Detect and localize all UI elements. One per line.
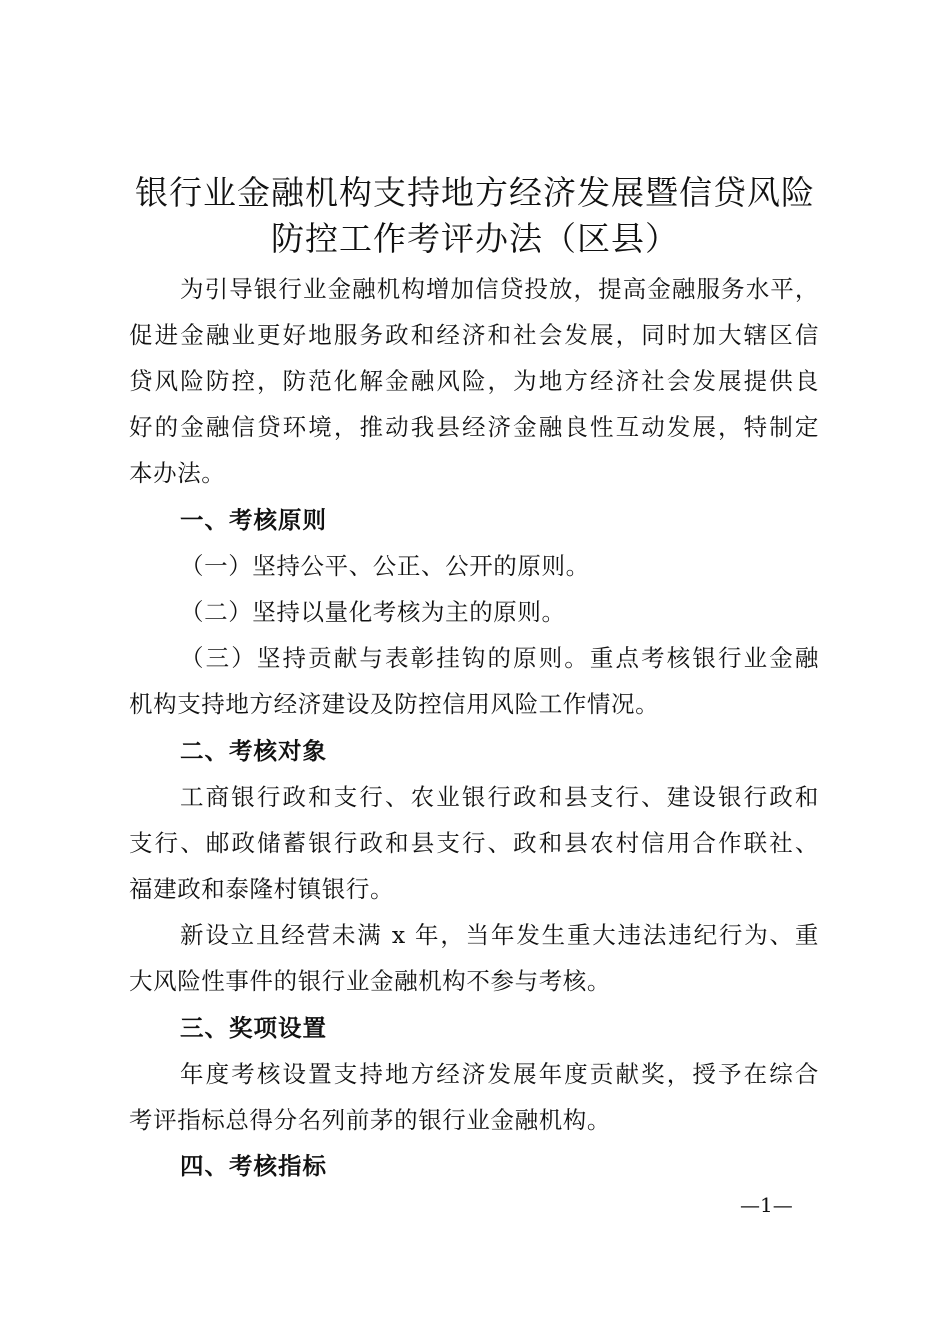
section-2-heading: 二、考核对象: [180, 737, 327, 765]
section-2-para-2-line-2: 大风险性事件的银行业金融机构不参与考核。: [129, 967, 611, 995]
intro-line-2: 促进金融业更好地服务政和经济和社会发展，同时加大辖区信: [129, 321, 819, 349]
section-2-para-1-line-2: 支行、邮政储蓄银行政和县支行、政和县农村信用合作联社、: [129, 829, 819, 857]
section-2-para-1-line-3: 福建政和泰隆村镇银行。: [129, 875, 395, 903]
intro-line-5: 本办法。: [129, 459, 226, 487]
intro-line-4: 好的金融信贷环境，推动我县经济金融良性互动发展，特制定: [129, 413, 819, 441]
section-4-heading: 四、考核指标: [180, 1152, 327, 1180]
page-number: —1—: [740, 1193, 793, 1217]
intro-line-3: 贷风险防控，防范化解金融风险，为地方经济社会发展提供良: [129, 367, 819, 395]
section-3-para-line-1: 年度考核设置支持地方经济发展年度贡献奖，授予在综合: [180, 1060, 819, 1088]
document-title-line-2: 防控工作考评办法（区县）: [271, 219, 679, 258]
section-3-para-line-2: 考评指标总得分名列前茅的银行业金融机构。: [129, 1106, 611, 1134]
section-3-heading: 三、奖项设置: [180, 1014, 327, 1042]
section-1-item-3-line-1: （三）坚持贡献与表彰挂钩的原则。重点考核银行业金融: [180, 644, 819, 672]
document-title-line-1: 银行业金融机构支持地方经济发展暨信贷风险: [135, 173, 815, 212]
section-2-para-1-line-1: 工商银行政和支行、农业银行政和县支行、建设银行政和: [180, 783, 819, 811]
section-1-item-1: （一）坚持公平、公正、公开的原则。: [180, 552, 590, 580]
section-1-item-3-line-2: 机构支持地方经济建设及防控信用风险工作情况。: [129, 690, 660, 718]
intro-line-1: 为引导银行业金融机构增加信贷投放，提高金融服务水平，: [180, 275, 819, 303]
section-1-item-2: （二）坚持以量化考核为主的原则。: [180, 598, 566, 626]
section-2-para-2-line-1: 新设立且经营未满 x 年，当年发生重大违法违纪行为、重: [180, 921, 819, 949]
section-1-heading: 一、考核原则: [180, 506, 327, 534]
